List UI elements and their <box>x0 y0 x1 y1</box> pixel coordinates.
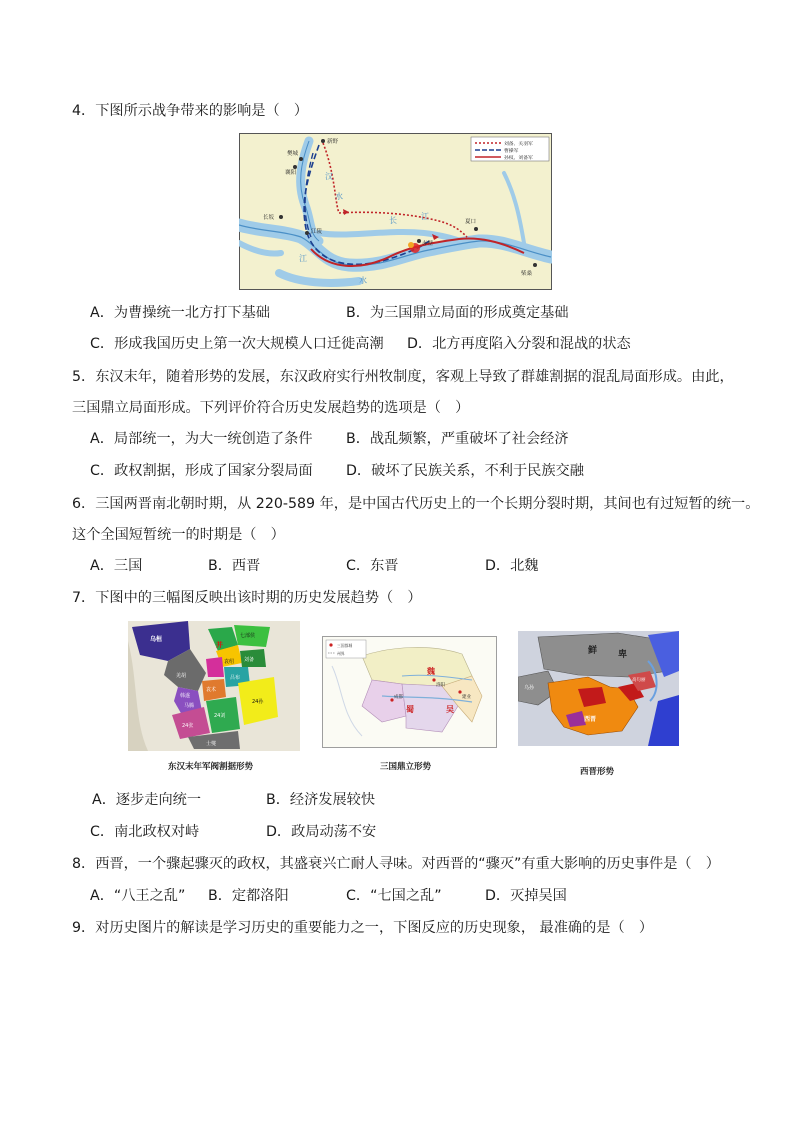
place-chaisang: 柴桑 <box>521 271 533 277</box>
q8-option-b[interactable]: B．定都洛阳 <box>208 888 289 904</box>
red-cliffs-war-map <box>239 133 552 290</box>
map2-label-luoyang: 洛阳 <box>436 683 445 688</box>
q4-stem: 4．下图所示战争带来的影响是（ ） <box>72 103 309 119</box>
map1-label-bing: 并 <box>216 641 223 649</box>
place-xiakou: 夏口 <box>465 219 477 225</box>
q5-stem-line2: 三国鼎立局面形成。下列评价符合历史发展趋势的选项是（ ） <box>72 400 470 416</box>
map2-legend-capital: 三国都城 <box>337 643 353 648</box>
place-xinye: 新野 <box>327 139 339 145</box>
q5-option-b[interactable]: B．战乱频繁，严重破坏了社会经济 <box>346 431 569 447</box>
legend-sun-liu: 孙权、刘备军 <box>504 156 533 161</box>
map1-label-liubei: 刘备 <box>244 657 255 663</box>
map1-label-qianghu: 羌胡 <box>176 673 187 679</box>
map2-legend-border: 州界 <box>337 651 345 656</box>
map1-label-lvbu: 吕布 <box>230 675 241 681</box>
place-changban: 长坂 <box>263 215 275 221</box>
map1-label-mateng: 马腾 <box>184 703 195 709</box>
map3-label-xian: 鲜 <box>588 646 598 656</box>
map1-label-qibuhou: 七部侯 <box>240 633 256 639</box>
q4-option-c[interactable]: C．形成我国历史上第一次大规模人口迁徙高潮 <box>90 336 384 352</box>
map2-label-jianye: 建业 <box>462 695 471 700</box>
q5-option-a[interactable]: A．局部统一，为大一统创造了条件 <box>90 431 313 447</box>
q7-option-c[interactable]: C．南北政权对峙 <box>90 824 200 840</box>
war-map-legend <box>471 137 549 161</box>
q6-stem-line1: 6．三国两晋南北朝时期，从 220-589 年，是中国古代历史上的一个长期分裂时期，其间也有过短暂的统一。 <box>72 496 760 512</box>
map1-label-wuhuan: 乌桓 <box>150 636 163 643</box>
map2-label-shu: 蜀 <box>406 705 414 714</box>
q6-stem-line2: 这个全国短暂统一的时期是（ ） <box>72 527 285 543</box>
place-fancheng: 樊城 <box>287 151 299 157</box>
warlords-map <box>128 621 300 751</box>
map3-label-xijin: 西晋 <box>584 716 597 723</box>
q9-stem: 9．对历史图片的解读是学习历史的重要能力之一，下图反应的历史现象， 最准确的是（ ） <box>72 920 654 936</box>
map1-label-yuanshao: 袁绍 <box>224 659 235 665</box>
q7-option-b[interactable]: B．经济发展较快 <box>266 792 376 808</box>
q6-option-c[interactable]: C．东晋 <box>346 558 399 574</box>
map2-label-chengdu: 成都 <box>394 695 403 700</box>
q4-option-b[interactable]: B．为三国鼎立局面的形成奠定基础 <box>346 305 569 321</box>
river-label-jiang2: 江 <box>421 212 429 221</box>
river-label-chang: 长 <box>389 216 397 225</box>
caption-warlords-map: 东汉末年军阀割据形势 <box>168 762 254 772</box>
map1-label-24liu: 24刘 <box>214 713 226 719</box>
three-kingdoms-map <box>322 636 497 748</box>
q7-stem: 7．下图中的三幅图反映出该时期的历史发展趋势（ ） <box>72 590 422 606</box>
q8-stem: 8．西晋，一个骤起骤灭的政权，其盛衰兴亡耐人寻味。对西晋的“骤灭”有重大影响的历史事件是（ ） <box>72 856 720 872</box>
legend-cao: 曹操军 <box>504 149 519 154</box>
western-jin-map <box>518 631 679 746</box>
q8-option-c[interactable]: C．“七国之乱” <box>346 888 442 904</box>
caption-western-jin-map: 西晋形势 <box>580 767 615 777</box>
q8-option-d[interactable]: D．灭掉吴国 <box>485 888 567 904</box>
q7-option-d[interactable]: D．政局动荡不安 <box>266 824 377 840</box>
q8-option-a[interactable]: A．“八王之乱” <box>90 888 186 904</box>
place-chibi: 赤壁 <box>422 241 434 247</box>
map3-label-goguryeo: 高句丽 <box>632 678 646 683</box>
map2-label-wei: 魏 <box>427 667 435 676</box>
map2-label-wu: 吴 <box>446 705 454 714</box>
place-jiangling: 江陵 <box>311 229 323 235</box>
q5-stem-line1: 5．东汉末年，随着形势的发展，东汉政府实行州牧制度，客观上导致了群雄割据的混乱局面形成。由此， <box>72 369 734 385</box>
q5-option-d[interactable]: D．破坏了民族关系，不利于民族交融 <box>346 463 584 479</box>
caption-three-kingdoms-map: 三国鼎立形势 <box>380 762 432 772</box>
map1-label-24zhang: 24张 <box>182 723 194 729</box>
q5-option-c[interactable]: C．政权割据，形成了国家分裂局面 <box>90 463 313 479</box>
legend-liu: 刘备、关羽军 <box>504 142 533 147</box>
q4-option-a[interactable]: A．为曹操统一北方打下基础 <box>90 305 270 321</box>
river-label-han: 汉 <box>325 172 333 181</box>
q4-option-d[interactable]: D．北方再度陷入分裂和混战的状态 <box>407 336 631 352</box>
map1-label-shixie: 士燮 <box>206 741 217 747</box>
map1-label-24sun: 24孙 <box>252 699 264 705</box>
map3-label-wusun: 乌孙 <box>524 685 535 691</box>
map3-label-bei: 卑 <box>618 650 628 660</box>
q7-option-a[interactable]: A．逐步走向统一 <box>92 792 202 808</box>
q6-option-d[interactable]: D．北魏 <box>485 558 539 574</box>
map1-label-hansui: 韩遂 <box>180 693 191 699</box>
river-label-shui2: 水 <box>359 276 367 285</box>
q6-option-a[interactable]: A．三国 <box>90 558 143 574</box>
river-label-jiang1: 江 <box>299 254 307 263</box>
river-label-shui1: 水 <box>335 192 343 201</box>
place-xiangyang: 襄阳 <box>285 170 297 176</box>
map1-label-yuanshu: 袁术 <box>206 687 217 693</box>
q6-option-b[interactable]: B．西晋 <box>208 558 261 574</box>
